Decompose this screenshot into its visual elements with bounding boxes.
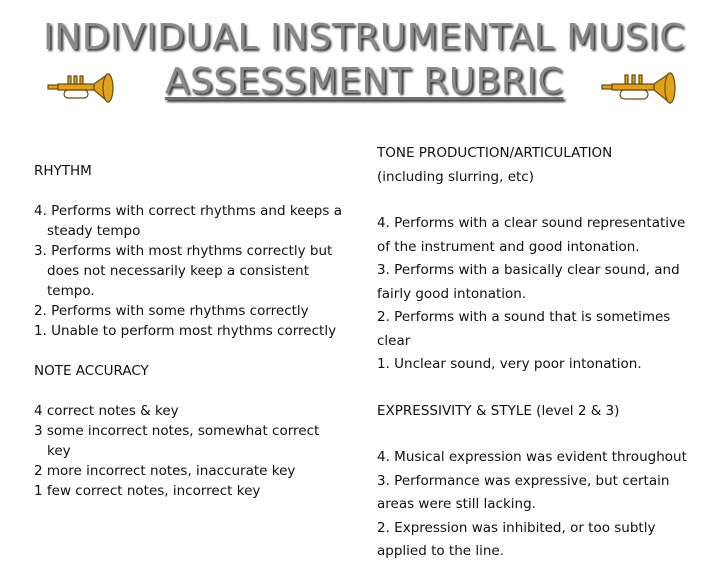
note-accuracy-heading: NOTE ACCURACY [34, 363, 149, 379]
expressivity-item: 4. Musical expression was evident throughout [377, 449, 687, 465]
expressivity-item: applied to the line. [377, 543, 505, 559]
expressivity-item: areas were still lacking. [377, 496, 536, 512]
tone-item: 4. Performs with a clear sound representative [377, 215, 686, 231]
tone-item: 1. Unclear sound, very poor intonation. [377, 356, 642, 372]
tone-item: fairly good intonation. [377, 285, 527, 302]
rhythm-heading: RHYTHM [34, 163, 92, 179]
tone-item: 2. Performs with a sound that is sometimes [377, 309, 671, 325]
expressivity-item: 3. Performance was expressive, but certain [377, 472, 670, 489]
left-column [34, 161, 346, 501]
note-item: 2 more incorrect notes, inaccurate key [34, 463, 296, 479]
expressivity-item: 2. Expression was inhibited, or too subtly [377, 519, 656, 536]
note-item: 3 some incorrect notes, somewhat correct key [34, 423, 320, 459]
rhythm-item: 2. Performs with some rhythms correctly [34, 303, 309, 319]
note-item: 1 few correct notes, incorrect key [34, 483, 261, 499]
right-column [377, 142, 727, 564]
tone-item: of the instrument and good intonation. [377, 238, 640, 255]
trumpet-icon [46, 70, 122, 106]
note-item: 4 correct notes & key [34, 403, 179, 419]
tone-subheading: (including slurring, etc) [377, 168, 534, 185]
rhythm-item: 3. Performs with most rhythms correctly but does not necessarily keep a consistent tempo. [34, 243, 333, 299]
tone-item: clear [377, 332, 411, 349]
tone-heading: TONE PRODUCTION/ARTICULATION [377, 145, 613, 161]
rhythm-item: 4. Performs with correct rhythms and keeps a steady tempo [34, 203, 342, 239]
rhythm-item: 1. Unable to perform most rhythms correctly [34, 323, 337, 339]
title-line-1: INDIVIDUAL INSTRUMENTAL MUSIC [43, 17, 685, 58]
title-line-2: ASSESSMENT RUBRIC [164, 61, 564, 102]
tone-item: 3. Performs with a basically clear sound, and [377, 262, 680, 278]
expressivity-heading: EXPRESSIVITY & STYLE (level 2 & 3) [377, 402, 620, 419]
trumpet-icon [600, 68, 686, 108]
